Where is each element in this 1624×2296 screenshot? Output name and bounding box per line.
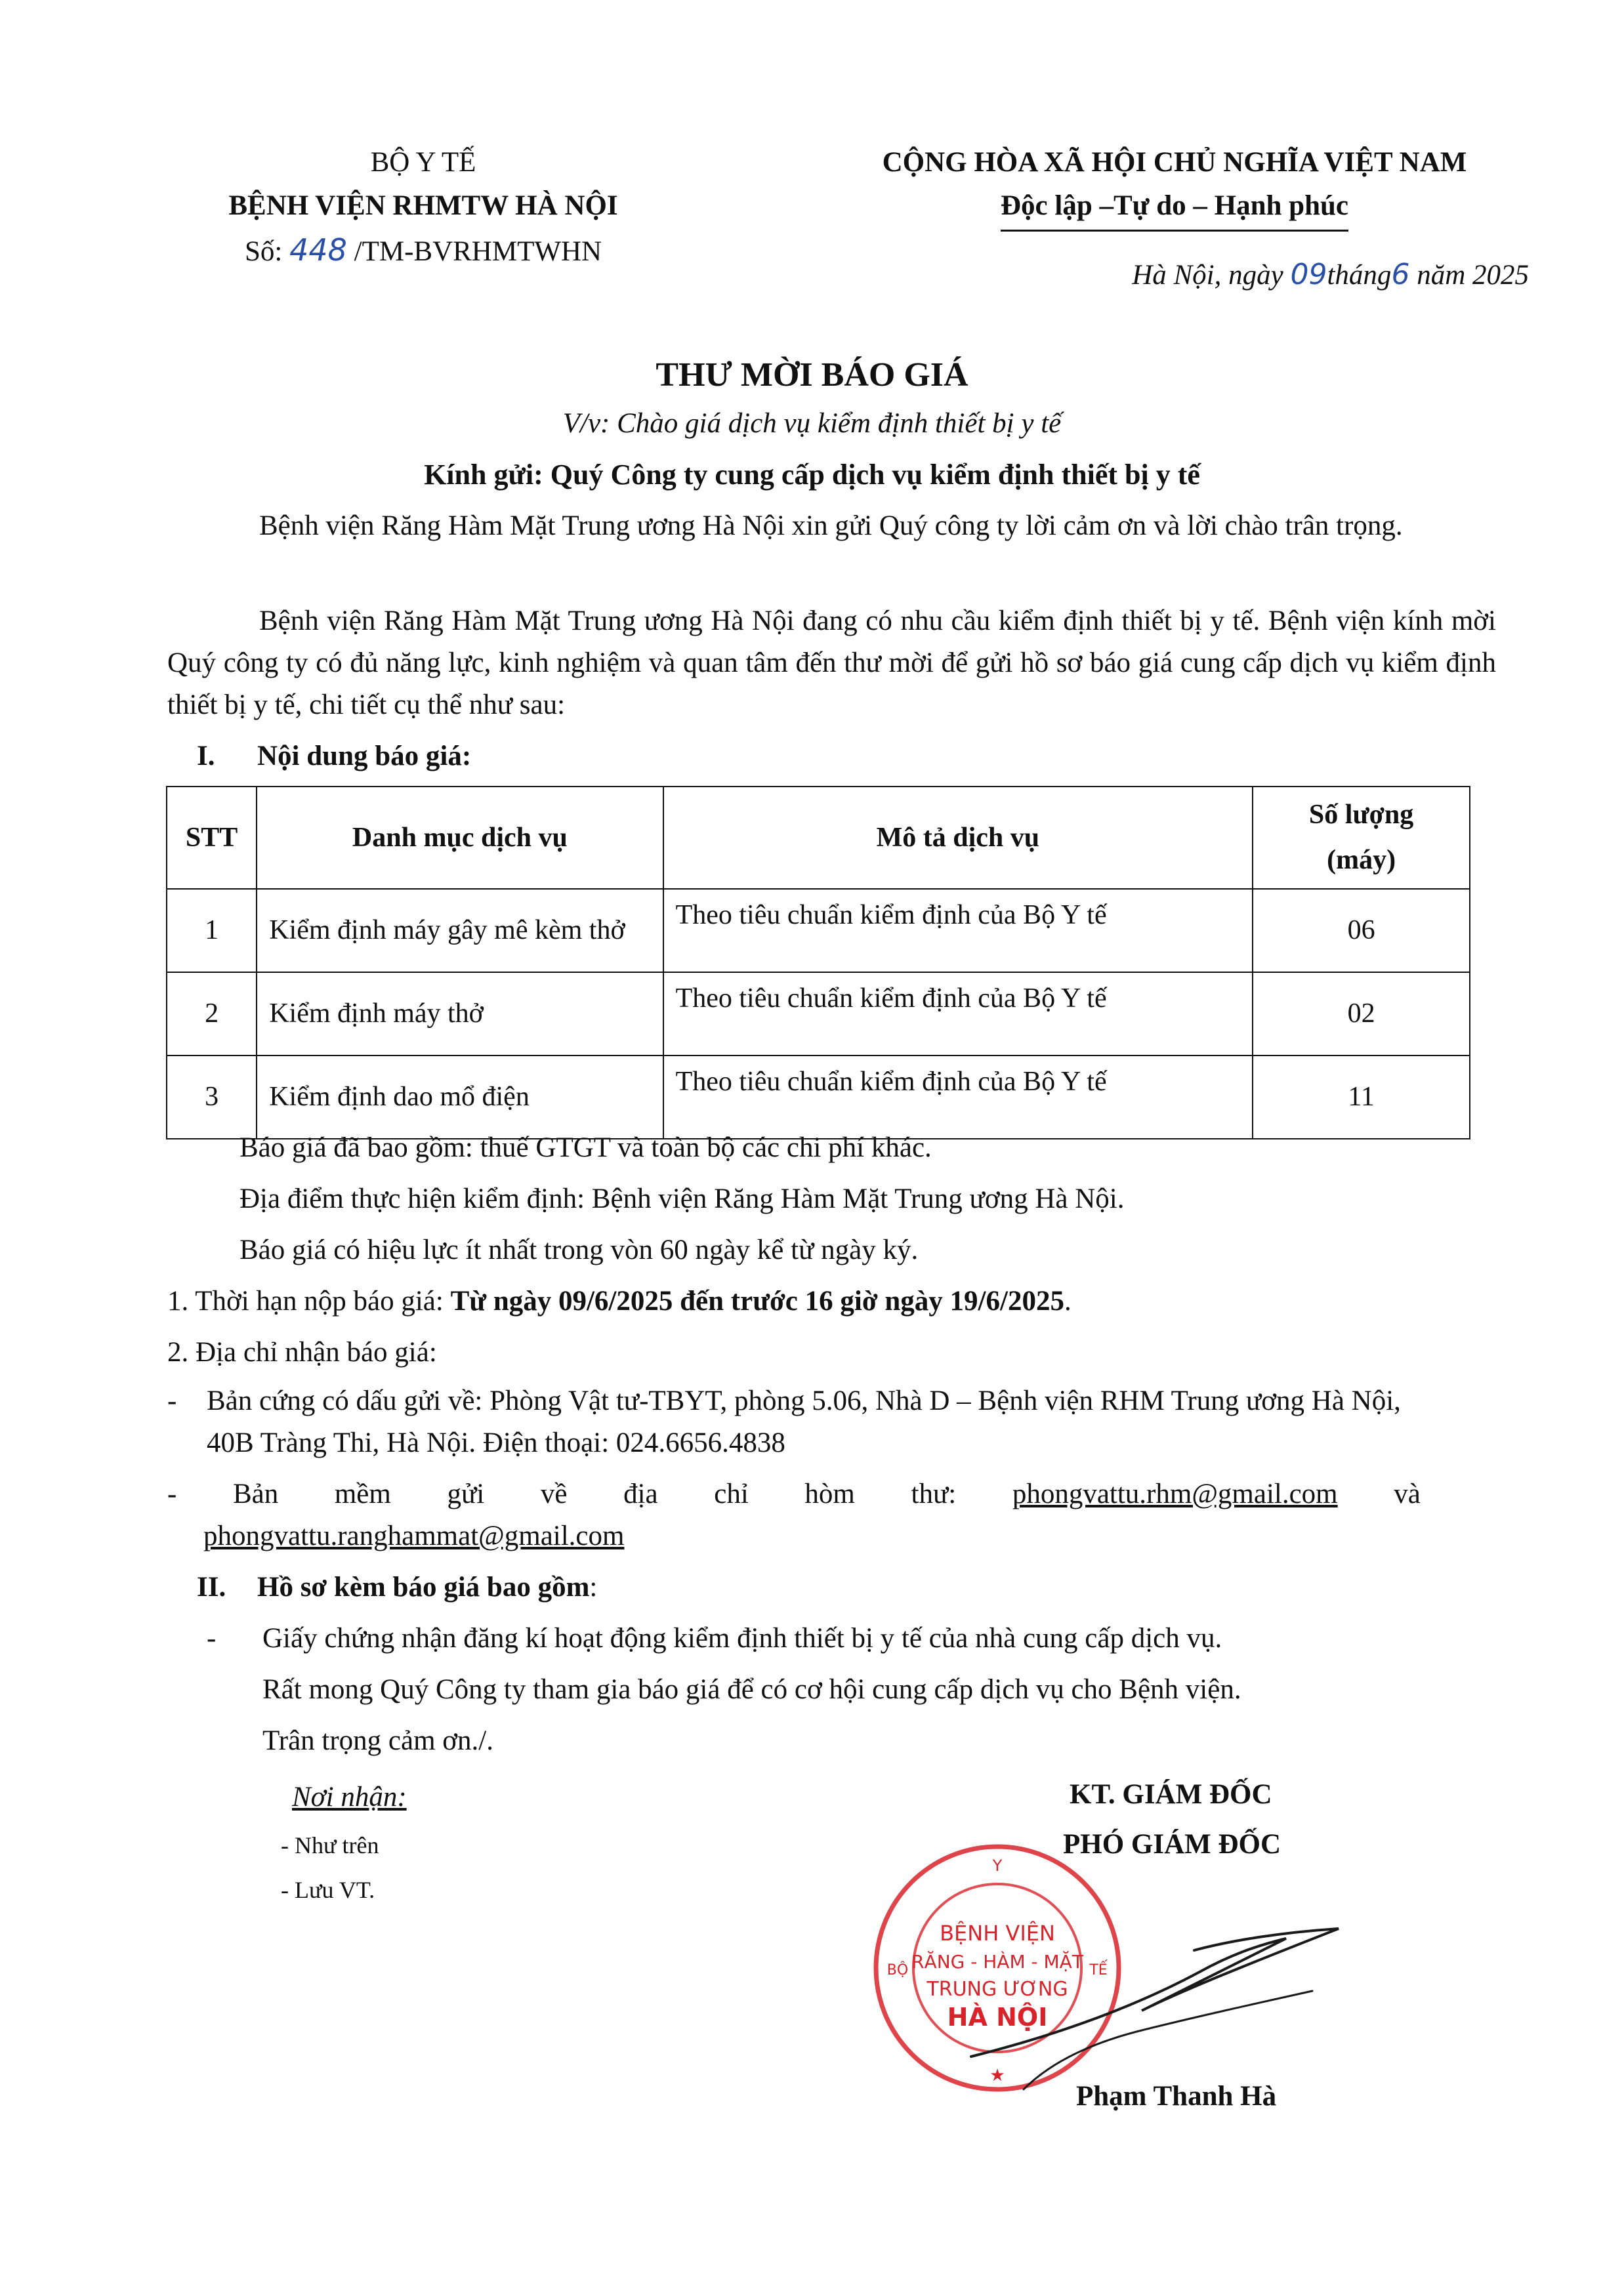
note-vat: Báo giá đã bao gồm: thuế GTGT và toàn bộ các chi phí khác. [239,1132,932,1163]
email-line-2 [203,1518,624,1555]
date-prefix: Hà Nội, ngày [1132,260,1283,291]
soft-copy-line [167,1476,1421,1513]
header-service: Danh mục dịch vụ [257,787,663,889]
section-2-number: II. [197,1572,226,1603]
doc-no-handwritten: 448 [289,232,347,268]
stamp-ring-top: Y [992,1856,1003,1875]
address-label: 2. Địa chỉ nhận báo giá: [167,1337,437,1368]
recipient-item: - Lưu VT. [281,1877,375,1903]
note-location: Địa điểm thực hiện kiểm định: Bệnh viện Răng Hàm Mặt Trung ương Hà Nội. [239,1183,1125,1214]
bullet-dash: - [167,1385,177,1416]
paragraph-request-text: Bệnh viện Răng Hàm Mặt Trung ương Hà Nội đang có nhu cầu kiểm định thiết bị y tế. Bệnh viện kính mời Quý công ty có đủ năng lực, kinh nghiệm và quan tâm đến thư mời để gửi hồ sơ báo giá cung cấp dịch vụ kiểm định thiết bị y tế, chi tiết cụ thể như sau: [167,605,1496,720]
header-quantity-label: Số lượng [1308,800,1414,830]
motto: Độc lập –Tự do – Hạnh phúc [1001,188,1348,232]
hard-copy-text-1: Bản cứng có dấu gửi về: Phòng Vật tư-TBYT, phòng 5.06, Nhà D – Bệnh viện RHM Trung ương Hà Nội, [207,1385,1401,1416]
date-line [787,256,1529,294]
row-quantity: 06 [1253,889,1470,972]
stamp-line-2: RĂNG - HÀM - MẶT [911,1951,1083,1973]
soft-copy-word: thư: [911,1479,957,1509]
email-link-1[interactable]: phongvattu.rhm@gmail.com [1012,1479,1338,1509]
header-right [801,144,1549,231]
signature-tail [1024,1991,1312,2089]
handwritten-signature [945,1893,1352,2102]
table-header-row [167,787,1470,889]
soft-copy-word: địa [623,1479,658,1509]
recipients-title: Nơi nhận: [292,1782,407,1813]
section-1-title: Nội dung báo giá: [257,741,472,771]
hard-copy-line-1 [167,1383,1401,1420]
date-day: 09 [1290,258,1327,291]
hospital-name: BỆNH VIỆN RHMTW HÀ NỘI [228,190,618,221]
row-stt: 1 [167,889,257,972]
signer-role-1: KT. GIÁM ĐỐC [1070,1779,1272,1810]
paragraph-greeting [167,505,1496,547]
recipient-item: - Như trên [281,1832,379,1858]
conjunction-and: và [1394,1479,1421,1509]
deadline-label: 1. Thời hạn nộp báo giá: [167,1286,451,1317]
bullet-dash: - [167,1479,177,1509]
row-description: Theo tiêu chuẩn kiểm định của Bộ Y tế [663,972,1253,1056]
ministry-name: BỘ Y TẾ [370,147,476,178]
section-2-colon: : [589,1572,598,1603]
soft-copy-word: chỉ [714,1479,749,1509]
stamp-star: ★ [989,2066,1005,2085]
stamp-ring-left: BỘ [886,1962,909,1978]
email-link-2[interactable]: phongvattu.ranghammat@gmail.com [203,1521,625,1551]
soft-copy-word: hòm [804,1479,855,1509]
header-description: Mô tả dịch vụ [663,787,1253,889]
date-month: 6 [1391,258,1410,291]
table-row [167,889,1470,972]
doc-no-prefix: Số: [244,236,283,267]
subject-line: V/v: Chào giá dịch vụ kiểm định thiết bị y tế [562,408,1062,439]
table-row [167,972,1470,1056]
row-quantity: 02 [1253,972,1470,1056]
nation-title: CỘNG HÒA XÃ HỘI CHỦ NGHĨA VIỆT NAM [882,147,1467,178]
section-2-heading [197,1569,597,1606]
section-1-heading [197,738,471,775]
soft-copy-word: mềm [334,1479,391,1509]
hard-copy-line-2: 40B Tràng Thi, Hà Nội. Điện thoại: 024.6656.4838 [207,1427,785,1458]
stamp-line-4: HÀ NỘI [947,2003,1048,2032]
header-left [118,144,728,274]
paragraph-request [167,600,1496,726]
soft-copy-word: Bản [232,1479,279,1509]
deadline-line [167,1283,1072,1320]
closing-line-2: Trân trọng cảm ơn./. [262,1725,493,1756]
row-service: Kiểm định máy thở [257,972,663,1056]
section-2-title: Hồ sơ kèm báo giá bao gồm [257,1572,590,1603]
signer-name: Phạm Thanh Hà [1076,2081,1277,2112]
row-service: Kiểm định máy gây mê kèm thở [257,889,663,972]
document-number [118,231,728,274]
row-description: Theo tiêu chuẩn kiểm định của Bộ Y tế [663,1056,1253,1139]
deadline-value: Từ ngày 09/6/2025 đến trước 16 giờ ngày 19/6/2025 [450,1286,1064,1317]
header-stt: STT [167,787,257,889]
quote-table [166,786,1470,1139]
header-quantity-unit: (máy) [1327,845,1396,875]
closing-line-1: Rất mong Quý Công ty tham gia báo giá để có cơ hội cung cấp dịch vụ cho Bệnh viện. [262,1674,1241,1705]
signer-role-2: PHÓ GIÁM ĐỐC [1063,1829,1281,1860]
stamp-line-1: BỆNH VIỆN [940,1921,1055,1946]
date-year: năm 2025 [1417,260,1529,291]
document-title: THƯ MỜI BÁO GIÁ [656,356,968,394]
signature-stroke [971,1929,1339,2057]
addressee-line: Kính gửi: Quý Công ty cung cấp dịch vụ kiểm định thiết bị y tế [424,459,1200,491]
bullet-dash: - [207,1623,217,1654]
soft-copy-word: gửi [447,1479,485,1509]
header-quantity [1253,787,1470,889]
doc-no-suffix: /TM-BVRHMTWHN [354,236,602,267]
row-stt: 2 [167,972,257,1056]
row-description: Theo tiêu chuẩn kiểm định của Bộ Y tế [663,889,1253,972]
soft-copy-word: về [540,1479,568,1509]
row-service: Kiểm định dao mổ điện [257,1056,663,1139]
row-quantity: 11 [1253,1056,1470,1139]
stamp-ring-right: TẾ [1089,1962,1108,1978]
section-1-number: I. [197,741,215,771]
paragraph-greeting-text: Bệnh viện Răng Hàm Mặt Trung ương Hà Nội xin gửi Quý công ty lời cảm ơn và lời chào trân trọng. [259,510,1403,541]
row-stt: 3 [167,1056,257,1139]
deadline-end: . [1064,1286,1072,1317]
table-row [167,1056,1470,1139]
section-2-item [207,1620,1222,1657]
stamp-line-3: TRUNG ƯƠNG [927,1978,1068,2001]
note-validity: Báo giá có hiệu lực ít nhất trong vòn 60 ngày kể từ ngày ký. [239,1235,919,1265]
section-2-item-text: Giấy chứng nhận đăng kí hoạt động kiểm định thiết bị y tế của nhà cung cấp dịch vụ. [262,1623,1222,1654]
date-month-label: tháng [1327,260,1392,291]
